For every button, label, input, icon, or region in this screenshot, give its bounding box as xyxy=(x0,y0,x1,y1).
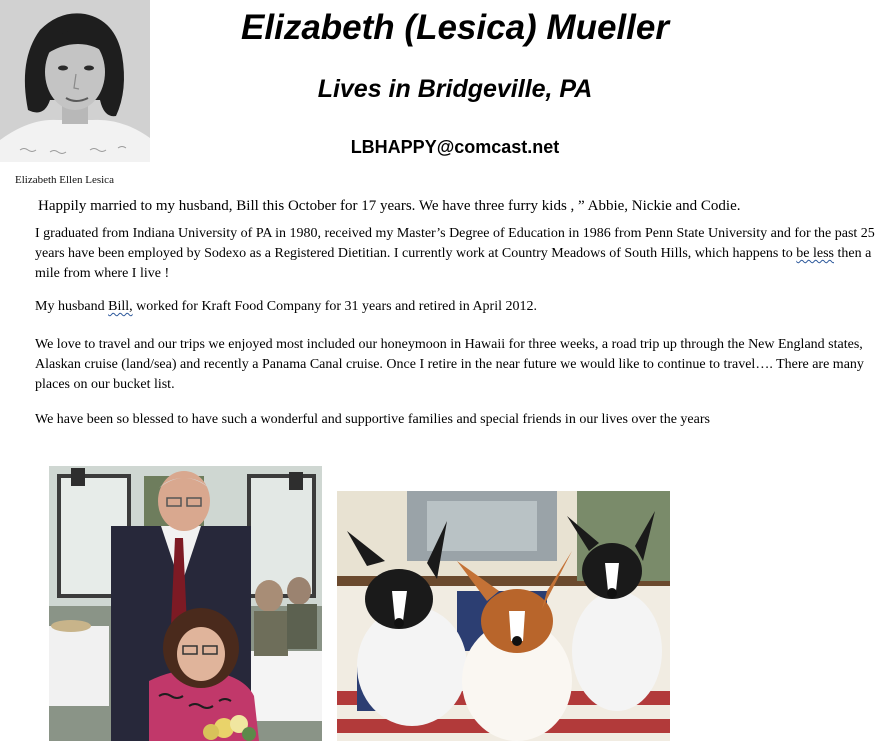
paragraph-blessed: We have been so blessed to have such a wonderful and supportive families and special friends in our lives over the years xyxy=(35,412,710,427)
paragraph-education xyxy=(35,224,880,284)
paragraph-education-text-a: I graduated from Indiana University of PA in 1980, received my Master’s Degree of Education in 1986 from Penn State University and for the past 25 years have been employed by Sodexo as a Registered Dietitian. I currently work at Country Meadows of South Hills, which happens to xyxy=(35,226,875,261)
paragraph-husband-text-a: My husband xyxy=(35,299,109,314)
intro-line: Happily married to my husband, Bill this October for 17 years. We have three furry kids , ” Abbie, Nickie and Codie. xyxy=(38,198,741,214)
page-title: Elizabeth (Lesica) Mueller xyxy=(241,8,669,47)
dogs-photo xyxy=(337,491,670,741)
portrait-caption: Elizabeth Ellen Lesica xyxy=(15,174,114,186)
location-subtitle: Lives in Bridgeville, PA xyxy=(317,75,593,103)
spellcheck-flagged-name: Bill, xyxy=(108,299,133,314)
dogs-photo-image xyxy=(337,491,670,741)
yearbook-portrait xyxy=(0,0,150,162)
paragraph-husband-text-c: worked for Kraft Food Company for 31 years and retired in April 2012. xyxy=(132,299,537,314)
paragraph-travel: We love to travel and our trips we enjoyed most included our honeymoon in Hawaii for three weeks, a road trip up through the New England states, Alaskan cruise (land/sea) and recently a Panama Canal cruise. Once I retire in the near future we would like to continue to travel…. There are many places on our bucket list. xyxy=(35,337,864,392)
couple-photo xyxy=(49,466,322,741)
couple-photo-image xyxy=(49,466,322,741)
email-address[interactable]: LBHAPPY@comcast.net xyxy=(350,137,560,157)
portrait-photo xyxy=(0,0,150,162)
spellcheck-flagged-text: be less xyxy=(796,246,834,261)
paragraph-education-text-c: then a mile from where I live ! xyxy=(35,246,872,281)
paragraph-husband xyxy=(35,297,880,317)
